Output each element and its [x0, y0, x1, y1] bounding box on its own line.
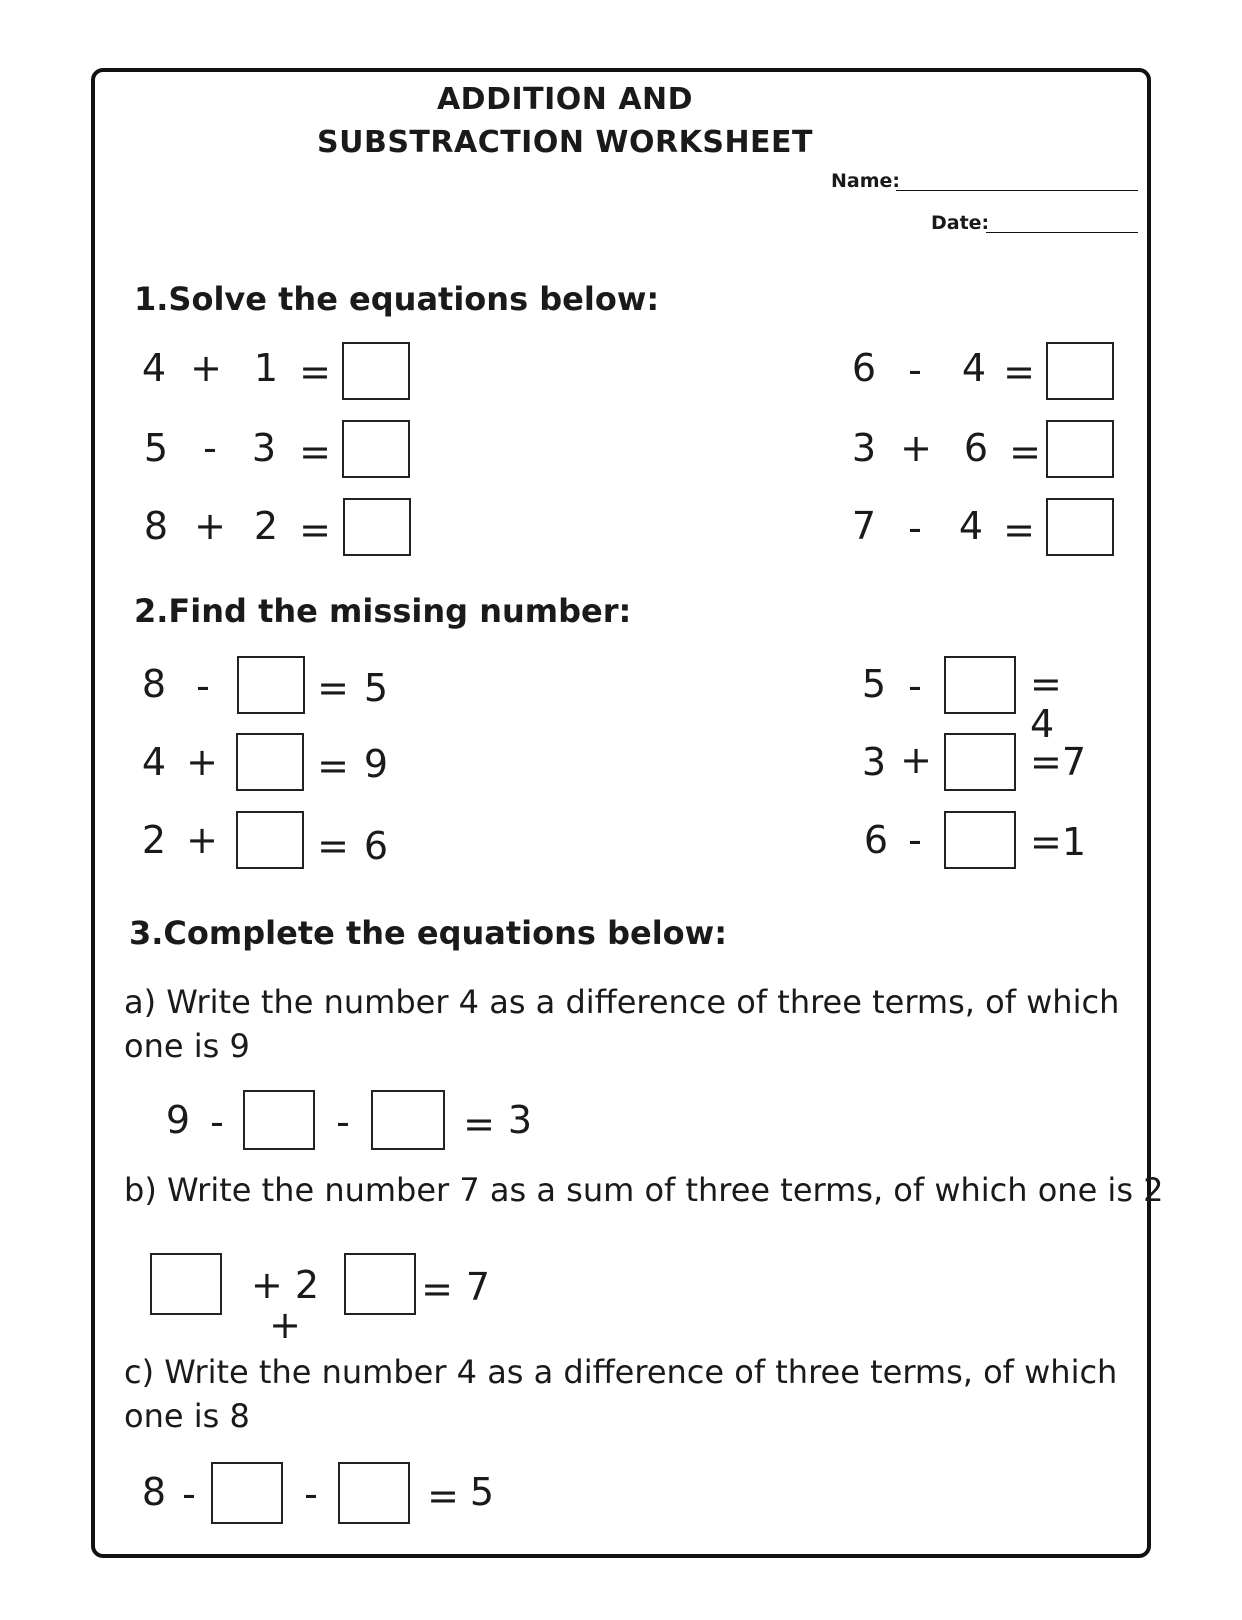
s1-l1-b: 1	[253, 346, 279, 390]
missing-number-box[interactable]	[944, 733, 1016, 791]
s1-r3-a: 7	[851, 504, 877, 548]
missing-number-box[interactable]	[237, 656, 305, 714]
s3a-op2: -	[336, 1100, 350, 1144]
s1-r2-eq: =	[1009, 430, 1041, 474]
s2-l3-r: 6	[363, 824, 389, 868]
prompt-b-line1: b) Write the number 7 as a sum of three terms, of which one is 2	[124, 1171, 1164, 1209]
answer-box[interactable]	[343, 498, 411, 556]
prompt-c-line2: one is 8	[124, 1397, 250, 1435]
s1-l3-b: 2	[253, 504, 279, 548]
s1-l1-op: +	[190, 346, 222, 390]
s3a-eq: =	[463, 1102, 495, 1146]
s2-r3-eq: =1	[1030, 820, 1087, 864]
s3c-eq: =	[427, 1474, 459, 1518]
s3a-start: 9	[165, 1098, 191, 1142]
missing-number-box[interactable]	[236, 733, 304, 791]
section1-heading: 1.Solve the equations below:	[134, 280, 660, 318]
prompt-a-line1: a) Write the number 4 as a difference of three terms, of which	[124, 983, 1120, 1021]
prompt-c-line1: c) Write the number 4 as a difference of three terms, of which	[124, 1353, 1118, 1391]
s1-l1-a: 4	[141, 346, 167, 390]
s1-l2-a: 5	[143, 426, 169, 470]
s1-r2-b: 6	[963, 426, 989, 470]
worksheet-title-line1: ADDITION AND	[436, 82, 694, 117]
s1-l3-eq: =	[299, 508, 331, 552]
s3b-mid: + 2 +	[250, 1263, 320, 1347]
s2-l2-a: 4	[141, 740, 167, 784]
s3b-result: 7	[465, 1265, 491, 1309]
s1-l2-eq: =	[299, 430, 331, 474]
s1-l1-eq: =	[299, 350, 331, 394]
s2-l2-op: +	[186, 740, 218, 784]
date-label: Date:	[931, 212, 990, 234]
s1-r3-eq: =	[1003, 508, 1035, 552]
s3c-start: 8	[141, 1470, 167, 1514]
s1-r2-a: 3	[851, 426, 877, 470]
s2-l1-eq: =	[317, 666, 349, 710]
answer-box[interactable]	[1046, 420, 1114, 478]
s2-l2-eq: =	[317, 744, 349, 788]
term-box[interactable]	[243, 1090, 315, 1150]
s1-r3-op: -	[908, 506, 922, 550]
term-box[interactable]	[211, 1462, 283, 1524]
s2-l3-eq: =	[317, 824, 349, 868]
s1-l3-op: +	[194, 504, 226, 548]
s3c-result: 5	[469, 1470, 495, 1514]
s1-l2-op: -	[203, 426, 217, 470]
s2-r2-op: +	[900, 738, 932, 782]
s2-l3-op: +	[186, 818, 218, 862]
s1-r1-eq: =	[1003, 350, 1035, 394]
term-box[interactable]	[338, 1462, 410, 1524]
s1-l3-a: 8	[143, 504, 169, 548]
s2-r2-eq: =7	[1030, 740, 1087, 784]
answer-box[interactable]	[342, 420, 410, 478]
name-label: Name:	[831, 170, 901, 192]
s1-r1-a: 6	[851, 346, 877, 390]
s1-r2-op: +	[900, 426, 932, 470]
s2-r2-a: 3	[861, 740, 887, 784]
missing-number-box[interactable]	[944, 811, 1016, 869]
s2-r3-op: -	[908, 818, 922, 862]
answer-box[interactable]	[1046, 498, 1114, 556]
s1-l2-b: 3	[251, 426, 277, 470]
answer-box[interactable]	[1046, 342, 1114, 400]
section2-heading: 2.Find the missing number:	[134, 592, 632, 630]
section3-heading: 3.Complete the equations below:	[129, 914, 727, 952]
s3c-op1: -	[182, 1472, 196, 1516]
prompt-a-line2: one is 9	[124, 1027, 250, 1065]
s2-l1-a: 8	[141, 662, 167, 706]
term-box[interactable]	[371, 1090, 445, 1150]
s2-r1-a: 5	[861, 662, 887, 706]
term-box[interactable]	[344, 1253, 416, 1315]
s2-r3-a: 6	[863, 818, 889, 862]
name-line[interactable]	[896, 190, 1138, 191]
s3c-op2: -	[304, 1472, 318, 1516]
answer-box[interactable]	[342, 342, 410, 400]
s2-l1-r: 5	[363, 666, 389, 710]
s3a-result: 3	[507, 1098, 533, 1142]
s2-l3-a: 2	[141, 818, 167, 862]
s2-r1-op: -	[908, 664, 922, 708]
term-box[interactable]	[150, 1253, 222, 1315]
worksheet-title-line2: SUBSTRACTION WORKSHEET	[316, 125, 814, 160]
s3a-op1: -	[210, 1100, 224, 1144]
missing-number-box[interactable]	[944, 656, 1016, 714]
s1-r1-b: 4	[961, 346, 987, 390]
s2-l1-op: -	[196, 664, 210, 708]
s2-r1-eq: = 4	[1030, 662, 1062, 746]
s3b-eq: =	[421, 1267, 453, 1311]
s1-r3-b: 4	[958, 504, 984, 548]
s1-r1-op: -	[908, 348, 922, 392]
s2-l2-r: 9	[363, 742, 389, 786]
missing-number-box[interactable]	[236, 811, 304, 869]
date-line[interactable]	[986, 232, 1138, 233]
